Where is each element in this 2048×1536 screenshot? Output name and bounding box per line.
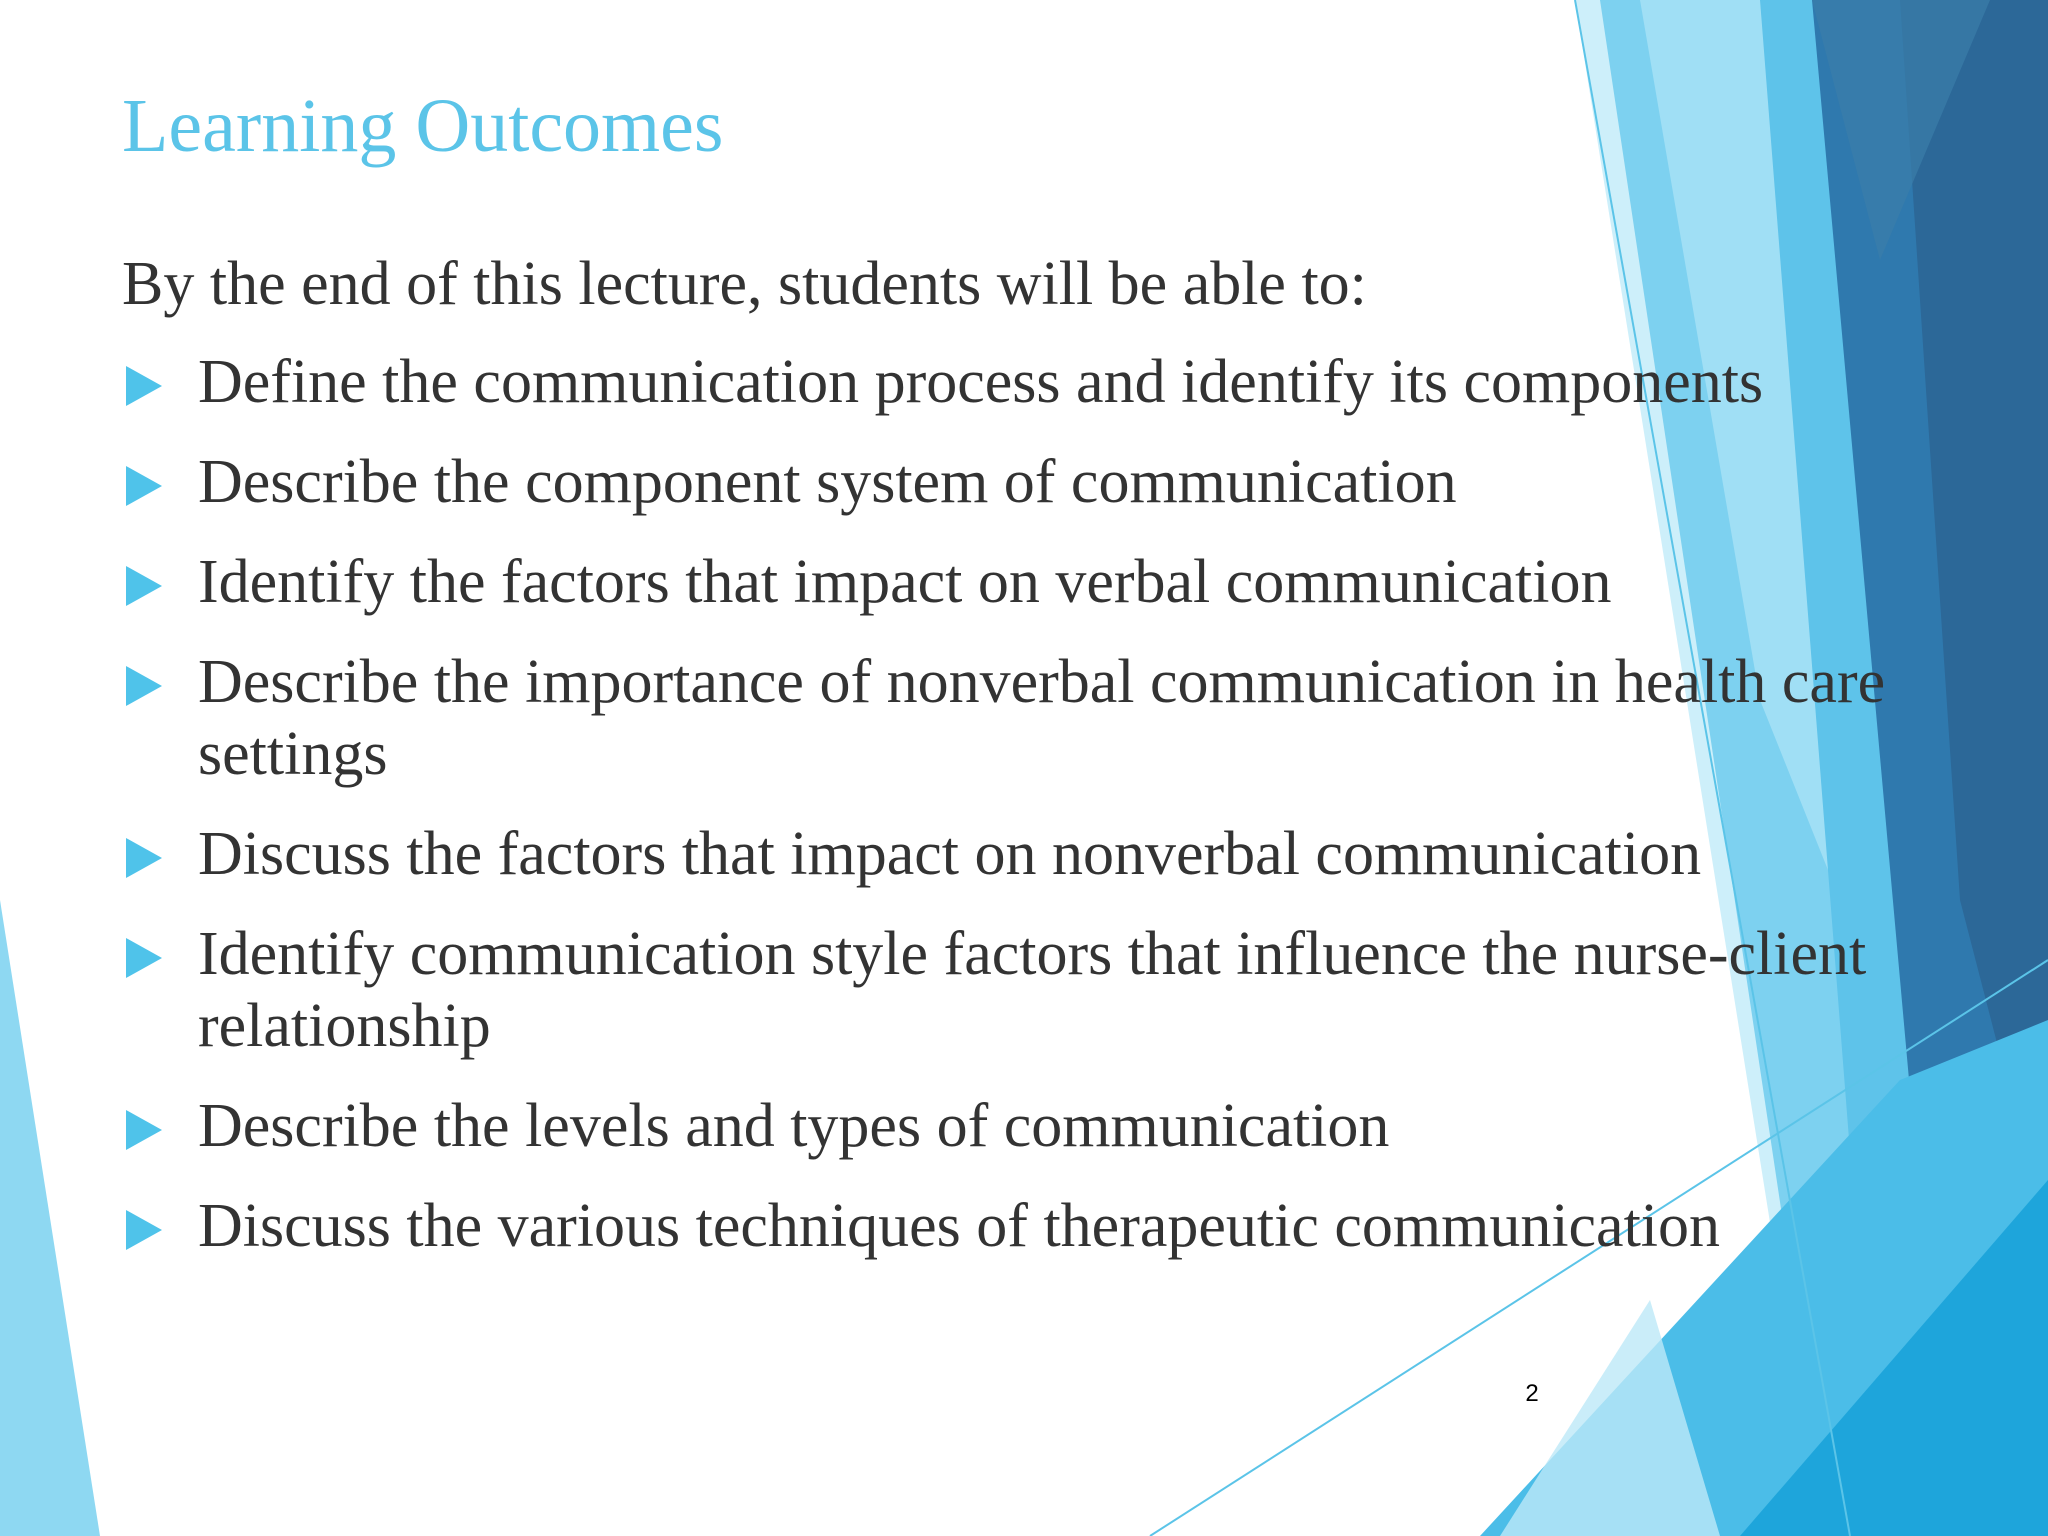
outcome-text: Identify the factors that impact on verbal communication (198, 548, 1612, 616)
outcome-text: Discuss the various techniques of therapeutic communication (198, 1192, 1721, 1260)
outcome-text: Describe the importance of nonverbal communication in health care settings (198, 648, 1886, 788)
outcome-item (122, 646, 2018, 790)
left-facet (0, 900, 100, 1536)
outcome-item (122, 446, 1902, 518)
outcome-item (122, 1090, 1902, 1162)
triangle-bullet-icon (126, 566, 162, 606)
outcome-item (122, 1190, 1902, 1262)
outcome-text: Identify communication style factors that influence the nurse-client relationship (198, 920, 1867, 1060)
triangle-bullet-icon (126, 938, 162, 978)
outcome-text: Describe the component system of communication (198, 448, 1457, 516)
outcome-item (122, 918, 2018, 1062)
page-number: 2 (1525, 1380, 1539, 1407)
outcome-item (122, 346, 1902, 418)
outcome-text: Define the communication process and identify its components (198, 348, 1764, 416)
triangle-bullet-icon (126, 1110, 162, 1150)
outcome-text: Describe the levels and types of communication (198, 1092, 1390, 1160)
intro-text: By the end of this lecture, students will be able to: (122, 250, 1367, 318)
triangle-bullet-icon (126, 366, 162, 406)
outcome-item (122, 546, 1902, 618)
triangle-bullet-icon (126, 466, 162, 506)
triangle-bullet-icon (126, 838, 162, 878)
slide-body (122, 246, 1902, 1290)
triangle-bullet-icon (126, 666, 162, 706)
slide-title: Learning Outcomes (122, 84, 724, 168)
triangle-bullet-icon (126, 1210, 162, 1250)
outcome-item (122, 818, 1902, 890)
outcome-text: Discuss the factors that impact on nonverbal communication (198, 820, 1702, 888)
outcomes-list (122, 346, 1902, 1262)
